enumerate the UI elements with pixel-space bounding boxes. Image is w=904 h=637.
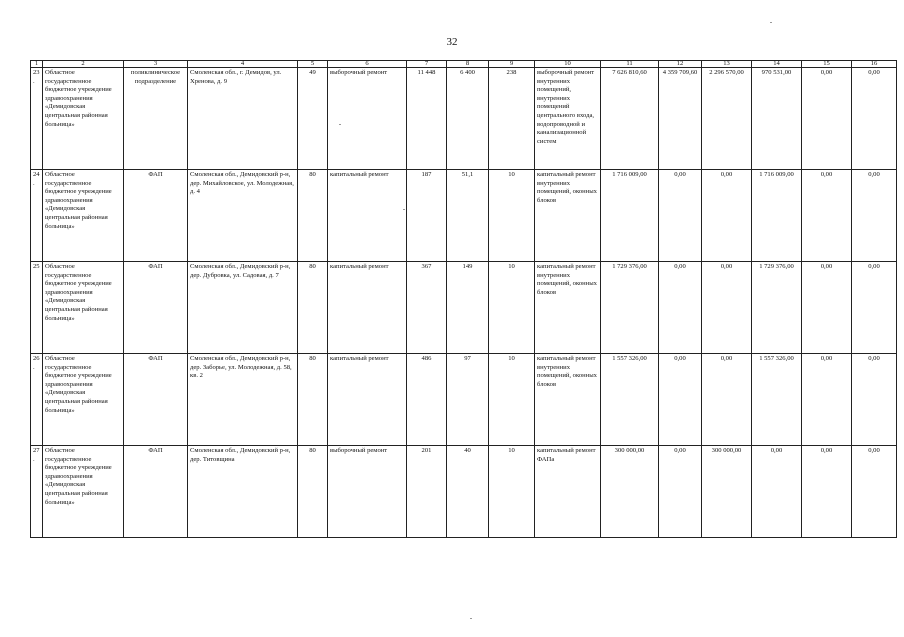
amount-cell: 0,00 xyxy=(852,170,897,262)
amount-cell: 0,00 xyxy=(702,262,752,354)
amount-cell: 0,00 xyxy=(659,446,702,538)
amount-cell: 0,00 xyxy=(852,446,897,538)
column-header: 6 xyxy=(328,61,407,68)
column-header: 8 xyxy=(447,61,489,68)
column-header: 4 xyxy=(188,61,298,68)
column-header: 9 xyxy=(489,61,535,68)
unit-cell: ФАП xyxy=(124,170,188,262)
column-header: 3 xyxy=(124,61,188,68)
organization-cell: Областное государственное бюджетное учреждение здравоохранения «Демидовская центральная районная больница» xyxy=(43,446,124,538)
address-cell: Смоленская обл., Демидовский р-н, дер. Титовщина xyxy=(188,446,298,538)
table-row xyxy=(31,68,897,170)
amount-cell: 1 557 326,00 xyxy=(752,354,802,446)
unit-cell: поликлиническое подразделение xyxy=(124,68,188,170)
amount-cell: 7 626 810,60 xyxy=(601,68,659,170)
value-cell: 40 xyxy=(447,446,489,538)
value-cell: 80 xyxy=(298,446,328,538)
work-type-cell: выборочный ремонт xyxy=(328,446,407,538)
work-type-cell: капитальный ремонт xyxy=(328,354,407,446)
amount-cell: 0,00 xyxy=(852,262,897,354)
amount-cell: 0,00 xyxy=(802,170,852,262)
repair-table xyxy=(30,60,897,538)
work-type-cell: капитальный ремонт xyxy=(328,262,407,354)
value-cell: 80 xyxy=(298,354,328,446)
value-cell: 49 xyxy=(298,68,328,170)
value-cell: 187 xyxy=(407,170,447,262)
scan-speck xyxy=(470,618,472,619)
value-cell: 10 xyxy=(489,354,535,446)
amount-cell: 0,00 xyxy=(802,68,852,170)
amount-cell: 1 729 376,00 xyxy=(752,262,802,354)
value-cell: 80 xyxy=(298,170,328,262)
value-cell: 486 xyxy=(407,354,447,446)
amount-cell: 0,00 xyxy=(802,354,852,446)
column-header: 16 xyxy=(852,61,897,68)
unit-cell: ФАП xyxy=(124,262,188,354)
column-header: 13 xyxy=(702,61,752,68)
amount-cell: 0,00 xyxy=(659,262,702,354)
value-cell: 10 xyxy=(489,170,535,262)
unit-cell: ФАП xyxy=(124,354,188,446)
value-cell: 51,1 xyxy=(447,170,489,262)
value-cell: 6 400 xyxy=(447,68,489,170)
work-description-cell: капитальный ремонт ФАПа xyxy=(535,446,601,538)
column-header: 2 xyxy=(43,61,124,68)
amount-cell: 4 359 709,60 xyxy=(659,68,702,170)
scan-speck xyxy=(770,22,772,23)
work-description-cell: капитальный ремонт внутренних помещений, оконных блоков xyxy=(535,262,601,354)
column-header: 1 xyxy=(31,61,43,68)
address-cell: Смоленская обл., Демидовский р-н, дер. Дубровка, ул. Садовая, д. 7 xyxy=(188,262,298,354)
amount-cell: 970 531,00 xyxy=(752,68,802,170)
amount-cell: 0,00 xyxy=(852,354,897,446)
scan-speck xyxy=(339,124,341,125)
amount-cell: 1 557 326,00 xyxy=(601,354,659,446)
amount-cell: 1 716 009,00 xyxy=(601,170,659,262)
amount-cell: 0,00 xyxy=(659,354,702,446)
amount-cell: 0,00 xyxy=(752,446,802,538)
table-row xyxy=(31,170,897,262)
amount-cell: 0,00 xyxy=(659,170,702,262)
amount-cell: 2 296 570,00 xyxy=(702,68,752,170)
column-header: 12 xyxy=(659,61,702,68)
column-header: 14 xyxy=(752,61,802,68)
work-description-cell: капитальный ремонт внутренних помещений, оконных блоков xyxy=(535,354,601,446)
work-description-cell: выборочный ремонт внутренних помещений, внутренних помещений центрального входа, водопроводной и канализационной систем xyxy=(535,68,601,170)
column-header: 10 xyxy=(535,61,601,68)
value-cell: 149 xyxy=(447,262,489,354)
amount-cell: 0,00 xyxy=(852,68,897,170)
amount-cell: 0,00 xyxy=(702,354,752,446)
address-cell: Смоленская обл., Демидовский р-н, дер. Заборье, ул. Молодежная, д. 58, кв. 2 xyxy=(188,354,298,446)
value-cell: 367 xyxy=(407,262,447,354)
organization-cell: Областное государственное бюджетное учреждение здравоохранения «Демидовская центральная районная больница» xyxy=(43,170,124,262)
organization-cell: Областное государственное бюджетное учреждение здравоохранения «Демидовская центральная районная больница» xyxy=(43,68,124,170)
value-cell: 238 xyxy=(489,68,535,170)
column-header: 15 xyxy=(802,61,852,68)
amount-cell: 1 729 376,00 xyxy=(601,262,659,354)
table-row xyxy=(31,446,897,538)
unit-cell: ФАП xyxy=(124,446,188,538)
work-type-cell: выборочный ремонт xyxy=(328,68,407,170)
address-cell: Смоленская обл., г. Демидов, ул. Хренова, д. 9 xyxy=(188,68,298,170)
work-type-cell: капитальный ремонт xyxy=(328,170,407,262)
column-header: 11 xyxy=(601,61,659,68)
value-cell: 201 xyxy=(407,446,447,538)
value-cell: 80 xyxy=(298,262,328,354)
column-header: 5 xyxy=(298,61,328,68)
amount-cell: 1 716 009,00 xyxy=(752,170,802,262)
row-number: 24. xyxy=(31,170,43,262)
page-number: 32 xyxy=(446,36,458,48)
amount-cell: 300 000,00 xyxy=(702,446,752,538)
address-cell: Смоленская обл., Демидовский р-н, дер. Михайловское, ул. Молодежная, д. 4 xyxy=(188,170,298,262)
row-number: 25 xyxy=(31,262,43,354)
value-cell: 10 xyxy=(489,262,535,354)
row-number: 27. xyxy=(31,446,43,538)
table-row xyxy=(31,354,897,446)
organization-cell: Областное государственное бюджетное учреждение здравоохранения «Демидовская центральная районная больница» xyxy=(43,262,124,354)
row-number: 26. xyxy=(31,354,43,446)
table-row xyxy=(31,262,897,354)
scan-speck xyxy=(403,209,405,210)
work-description-cell: капитальный ремонт внутренних помещений, оконных блоков xyxy=(535,170,601,262)
value-cell: 11 448 xyxy=(407,68,447,170)
amount-cell: 0,00 xyxy=(802,446,852,538)
value-cell: 97 xyxy=(447,354,489,446)
amount-cell: 0,00 xyxy=(802,262,852,354)
value-cell: 10 xyxy=(489,446,535,538)
amount-cell: 300 000,00 xyxy=(601,446,659,538)
organization-cell: Областное государственное бюджетное учреждение здравоохранения «Демидовская центральная районная больница» xyxy=(43,354,124,446)
column-header: 7 xyxy=(407,61,447,68)
row-number: 23. xyxy=(31,68,43,170)
amount-cell: 0,00 xyxy=(702,170,752,262)
column-number-row xyxy=(31,61,897,68)
